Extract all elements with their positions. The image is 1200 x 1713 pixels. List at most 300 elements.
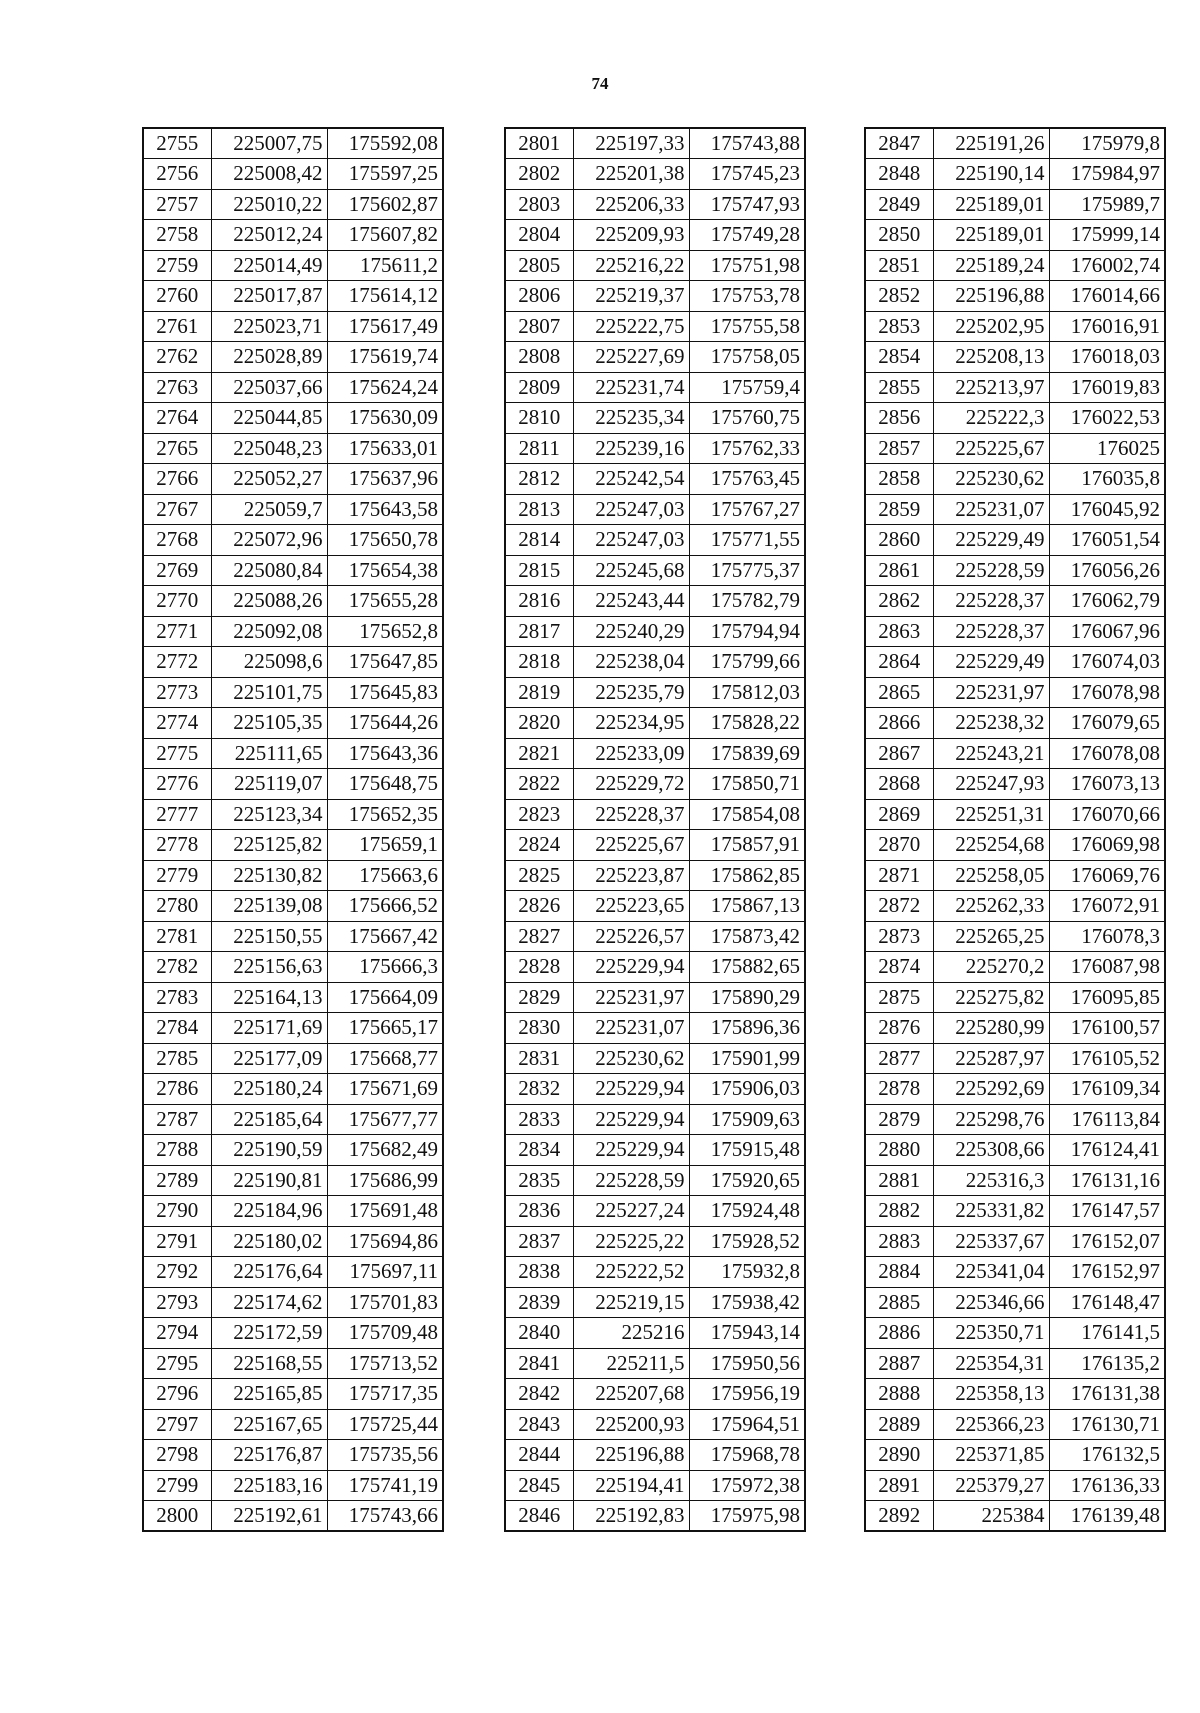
table-row	[865, 1257, 1165, 1288]
x-coordinate-cell: 225028,89	[211, 342, 327, 373]
y-coordinate-cell: 175753,78	[689, 281, 805, 312]
table-row	[865, 860, 1165, 891]
point-number-cell: 2765	[143, 433, 211, 464]
table-row	[865, 342, 1165, 373]
y-coordinate-cell: 175760,75	[689, 403, 805, 434]
table-row	[143, 1348, 443, 1379]
table-row	[865, 525, 1165, 556]
table-row	[865, 1348, 1165, 1379]
table-row	[143, 372, 443, 403]
point-number-cell: 2830	[505, 1013, 573, 1044]
table-row	[505, 1409, 805, 1440]
x-coordinate-cell: 225206,33	[573, 189, 689, 220]
y-coordinate-cell: 175873,42	[689, 921, 805, 952]
x-coordinate-cell: 225207,68	[573, 1379, 689, 1410]
y-coordinate-cell: 175701,83	[327, 1287, 443, 1318]
table-row	[865, 1287, 1165, 1318]
y-coordinate-cell: 175749,28	[689, 220, 805, 251]
point-number-cell: 2887	[865, 1348, 933, 1379]
y-coordinate-cell: 176135,2	[1049, 1348, 1165, 1379]
point-number-cell: 2881	[865, 1165, 933, 1196]
x-coordinate-cell: 225048,23	[211, 433, 327, 464]
point-number-cell: 2776	[143, 769, 211, 800]
point-number-cell: 2771	[143, 616, 211, 647]
x-coordinate-cell: 225189,24	[933, 250, 1049, 281]
y-coordinate-cell: 176056,26	[1049, 555, 1165, 586]
y-coordinate-cell: 175644,26	[327, 708, 443, 739]
x-coordinate-cell: 225240,29	[573, 616, 689, 647]
x-coordinate-cell: 225247,93	[933, 769, 1049, 800]
table-row	[505, 311, 805, 342]
table-row	[143, 1318, 443, 1349]
point-number-cell: 2825	[505, 860, 573, 891]
y-coordinate-cell: 175850,71	[689, 769, 805, 800]
point-number-cell: 2816	[505, 586, 573, 617]
table-row	[505, 1074, 805, 1105]
y-coordinate-cell: 176100,57	[1049, 1013, 1165, 1044]
point-number-cell: 2870	[865, 830, 933, 861]
point-number-cell: 2786	[143, 1074, 211, 1105]
x-coordinate-cell: 225358,13	[933, 1379, 1049, 1410]
table-row	[143, 677, 443, 708]
point-number-cell: 2807	[505, 311, 573, 342]
y-coordinate-cell: 176152,07	[1049, 1226, 1165, 1257]
y-coordinate-cell: 175597,25	[327, 159, 443, 190]
point-number-cell: 2779	[143, 860, 211, 891]
y-coordinate-cell: 175668,77	[327, 1043, 443, 1074]
table-row	[143, 494, 443, 525]
x-coordinate-cell: 225229,94	[573, 952, 689, 983]
x-coordinate-cell: 225350,71	[933, 1318, 1049, 1349]
y-coordinate-cell: 176067,96	[1049, 616, 1165, 647]
y-coordinate-cell: 176078,98	[1049, 677, 1165, 708]
y-coordinate-cell: 175735,56	[327, 1440, 443, 1471]
y-coordinate-cell: 175592,08	[327, 128, 443, 159]
point-number-cell: 2890	[865, 1440, 933, 1471]
table-row	[865, 647, 1165, 678]
point-number-cell: 2859	[865, 494, 933, 525]
x-coordinate-cell: 225228,37	[933, 586, 1049, 617]
x-coordinate-cell: 225298,76	[933, 1104, 1049, 1135]
y-coordinate-cell: 175854,08	[689, 799, 805, 830]
table-row	[143, 281, 443, 312]
point-number-cell: 2876	[865, 1013, 933, 1044]
table-row	[505, 1501, 805, 1532]
x-coordinate-cell: 225247,03	[573, 494, 689, 525]
y-coordinate-cell: 175694,86	[327, 1226, 443, 1257]
y-coordinate-cell: 175611,2	[327, 250, 443, 281]
table-row	[143, 189, 443, 220]
x-coordinate-cell: 225231,97	[573, 982, 689, 1013]
point-number-cell: 2803	[505, 189, 573, 220]
table-row	[143, 555, 443, 586]
point-number-cell: 2845	[505, 1470, 573, 1501]
point-number-cell: 2860	[865, 525, 933, 556]
x-coordinate-cell: 225227,69	[573, 342, 689, 373]
y-coordinate-cell: 176072,91	[1049, 891, 1165, 922]
table-row	[505, 1379, 805, 1410]
table-row	[143, 860, 443, 891]
point-number-cell: 2844	[505, 1440, 573, 1471]
table-row	[143, 1135, 443, 1166]
y-coordinate-cell: 176148,47	[1049, 1287, 1165, 1318]
y-coordinate-cell: 175928,52	[689, 1226, 805, 1257]
point-number-cell: 2839	[505, 1287, 573, 1318]
point-number-cell: 2846	[505, 1501, 573, 1532]
x-coordinate-cell: 225219,15	[573, 1287, 689, 1318]
table-row	[143, 1257, 443, 1288]
x-coordinate-cell: 225190,81	[211, 1165, 327, 1196]
point-number-cell: 2815	[505, 555, 573, 586]
x-coordinate-cell: 225239,16	[573, 433, 689, 464]
table-row	[143, 982, 443, 1013]
table-row	[865, 677, 1165, 708]
y-coordinate-cell: 175857,91	[689, 830, 805, 861]
table-row	[865, 738, 1165, 769]
y-coordinate-cell: 175794,94	[689, 616, 805, 647]
x-coordinate-cell: 225044,85	[211, 403, 327, 434]
table-row	[865, 403, 1165, 434]
y-coordinate-cell: 175767,27	[689, 494, 805, 525]
point-number-cell: 2847	[865, 128, 933, 159]
point-number-cell: 2798	[143, 1440, 211, 1471]
y-coordinate-cell: 176132,5	[1049, 1440, 1165, 1471]
y-coordinate-cell: 175896,36	[689, 1013, 805, 1044]
table-row	[505, 1287, 805, 1318]
y-coordinate-cell: 176019,83	[1049, 372, 1165, 403]
x-coordinate-cell: 225231,07	[573, 1013, 689, 1044]
y-coordinate-cell: 176069,76	[1049, 860, 1165, 891]
y-coordinate-cell: 175890,29	[689, 982, 805, 1013]
point-number-cell: 2882	[865, 1196, 933, 1227]
x-coordinate-cell: 225192,83	[573, 1501, 689, 1532]
y-coordinate-cell: 175799,66	[689, 647, 805, 678]
table-row	[865, 830, 1165, 861]
table-row	[865, 1104, 1165, 1135]
y-coordinate-cell: 175663,6	[327, 860, 443, 891]
y-coordinate-cell: 176087,98	[1049, 952, 1165, 983]
x-coordinate-cell: 225185,64	[211, 1104, 327, 1135]
x-coordinate-cell: 225052,27	[211, 464, 327, 495]
x-coordinate-cell: 225235,79	[573, 677, 689, 708]
x-coordinate-cell: 225243,21	[933, 738, 1049, 769]
table-row	[865, 128, 1165, 159]
y-coordinate-cell: 176109,34	[1049, 1074, 1165, 1105]
point-number-cell: 2811	[505, 433, 573, 464]
table-row	[143, 433, 443, 464]
x-coordinate-cell: 225238,04	[573, 647, 689, 678]
x-coordinate-cell: 225213,97	[933, 372, 1049, 403]
x-coordinate-cell: 225007,75	[211, 128, 327, 159]
point-number-cell: 2767	[143, 494, 211, 525]
table-row	[505, 616, 805, 647]
y-coordinate-cell: 175645,83	[327, 677, 443, 708]
x-coordinate-cell: 225156,63	[211, 952, 327, 983]
table-row	[505, 1165, 805, 1196]
y-coordinate-cell: 175643,36	[327, 738, 443, 769]
x-coordinate-cell: 225228,59	[933, 555, 1049, 586]
x-coordinate-cell: 225238,32	[933, 708, 1049, 739]
table-row	[143, 891, 443, 922]
point-number-cell: 2831	[505, 1043, 573, 1074]
x-coordinate-cell: 225223,87	[573, 860, 689, 891]
point-number-cell: 2824	[505, 830, 573, 861]
point-number-cell: 2872	[865, 891, 933, 922]
x-coordinate-cell: 225229,49	[933, 525, 1049, 556]
table-row	[865, 372, 1165, 403]
y-coordinate-cell: 176147,57	[1049, 1196, 1165, 1227]
table-row	[505, 647, 805, 678]
y-coordinate-cell: 175812,03	[689, 677, 805, 708]
table-row	[505, 250, 805, 281]
y-coordinate-cell: 175972,38	[689, 1470, 805, 1501]
x-coordinate-cell: 225196,88	[933, 281, 1049, 312]
x-coordinate-cell: 225384	[933, 1501, 1049, 1532]
x-coordinate-cell: 225014,49	[211, 250, 327, 281]
point-number-cell: 2785	[143, 1043, 211, 1074]
table-row	[143, 403, 443, 434]
point-number-cell: 2835	[505, 1165, 573, 1196]
point-number-cell: 2788	[143, 1135, 211, 1166]
x-coordinate-cell: 225189,01	[933, 189, 1049, 220]
point-number-cell: 2762	[143, 342, 211, 373]
point-number-cell: 2891	[865, 1470, 933, 1501]
table-row	[143, 952, 443, 983]
x-coordinate-cell: 225354,31	[933, 1348, 1049, 1379]
point-number-cell: 2856	[865, 403, 933, 434]
table-row	[505, 220, 805, 251]
table-row	[143, 1470, 443, 1501]
table-row	[505, 1348, 805, 1379]
table-row	[505, 342, 805, 373]
y-coordinate-cell: 175862,85	[689, 860, 805, 891]
point-number-cell: 2810	[505, 403, 573, 434]
table-row	[143, 1226, 443, 1257]
y-coordinate-cell: 175664,09	[327, 982, 443, 1013]
x-coordinate-cell: 225341,04	[933, 1257, 1049, 1288]
table-row	[865, 159, 1165, 190]
table-row	[505, 433, 805, 464]
x-coordinate-cell: 225194,41	[573, 1470, 689, 1501]
x-coordinate-cell: 225171,69	[211, 1013, 327, 1044]
x-coordinate-cell: 225228,37	[933, 616, 1049, 647]
point-number-cell: 2766	[143, 464, 211, 495]
y-coordinate-cell: 176069,98	[1049, 830, 1165, 861]
point-number-cell: 2796	[143, 1379, 211, 1410]
x-coordinate-cell: 225225,22	[573, 1226, 689, 1257]
table-row	[143, 250, 443, 281]
y-coordinate-cell: 176022,53	[1049, 403, 1165, 434]
y-coordinate-cell: 175743,88	[689, 128, 805, 159]
table-row	[143, 1043, 443, 1074]
y-coordinate-cell: 175643,58	[327, 494, 443, 525]
y-coordinate-cell: 176016,91	[1049, 311, 1165, 342]
table-row	[505, 1440, 805, 1471]
y-coordinate-cell: 175867,13	[689, 891, 805, 922]
x-coordinate-cell: 225165,85	[211, 1379, 327, 1410]
y-coordinate-cell: 175691,48	[327, 1196, 443, 1227]
point-number-cell: 2861	[865, 555, 933, 586]
x-coordinate-cell: 225216	[573, 1318, 689, 1349]
point-number-cell: 2790	[143, 1196, 211, 1227]
table-row	[505, 677, 805, 708]
y-coordinate-cell: 176078,3	[1049, 921, 1165, 952]
point-number-cell: 2863	[865, 616, 933, 647]
point-number-cell: 2805	[505, 250, 573, 281]
table-row	[143, 159, 443, 190]
x-coordinate-cell: 225346,66	[933, 1287, 1049, 1318]
point-number-cell: 2865	[865, 677, 933, 708]
table-row	[865, 1013, 1165, 1044]
point-number-cell: 2795	[143, 1348, 211, 1379]
y-coordinate-cell: 176095,85	[1049, 982, 1165, 1013]
x-coordinate-cell: 225235,34	[573, 403, 689, 434]
y-coordinate-cell: 175775,37	[689, 555, 805, 586]
y-coordinate-cell: 175654,38	[327, 555, 443, 586]
x-coordinate-cell: 225072,96	[211, 525, 327, 556]
y-coordinate-cell: 175743,66	[327, 1501, 443, 1532]
table-row	[143, 128, 443, 159]
y-coordinate-cell: 175979,8	[1049, 128, 1165, 159]
x-coordinate-cell: 225164,13	[211, 982, 327, 1013]
point-number-cell: 2813	[505, 494, 573, 525]
point-number-cell: 2840	[505, 1318, 573, 1349]
point-number-cell: 2797	[143, 1409, 211, 1440]
point-number-cell: 2770	[143, 586, 211, 617]
y-coordinate-cell: 176130,71	[1049, 1409, 1165, 1440]
table-row	[505, 1196, 805, 1227]
x-coordinate-cell: 225208,13	[933, 342, 1049, 373]
table-row	[505, 494, 805, 525]
point-number-cell: 2884	[865, 1257, 933, 1288]
table-row	[865, 1196, 1165, 1227]
x-coordinate-cell: 225229,94	[573, 1135, 689, 1166]
y-coordinate-cell: 176002,74	[1049, 250, 1165, 281]
table-row	[865, 311, 1165, 342]
table-row	[865, 891, 1165, 922]
table-row	[505, 860, 805, 891]
point-number-cell: 2787	[143, 1104, 211, 1135]
y-coordinate-cell: 176105,52	[1049, 1043, 1165, 1074]
table-row	[505, 1135, 805, 1166]
table-row	[865, 616, 1165, 647]
point-number-cell: 2800	[143, 1501, 211, 1532]
x-coordinate-cell: 225219,37	[573, 281, 689, 312]
table-row	[865, 1165, 1165, 1196]
point-number-cell: 2877	[865, 1043, 933, 1074]
x-coordinate-cell: 225125,82	[211, 830, 327, 861]
y-coordinate-cell: 175713,52	[327, 1348, 443, 1379]
point-number-cell: 2793	[143, 1287, 211, 1318]
x-coordinate-cell: 225180,02	[211, 1226, 327, 1257]
y-coordinate-cell: 175759,4	[689, 372, 805, 403]
x-coordinate-cell: 225196,88	[573, 1440, 689, 1471]
y-coordinate-cell: 176035,8	[1049, 464, 1165, 495]
y-coordinate-cell: 175671,69	[327, 1074, 443, 1105]
point-number-cell: 2853	[865, 311, 933, 342]
point-number-cell: 2806	[505, 281, 573, 312]
table-row	[865, 982, 1165, 1013]
y-coordinate-cell: 176152,97	[1049, 1257, 1165, 1288]
y-coordinate-cell: 175839,69	[689, 738, 805, 769]
x-coordinate-cell: 225202,95	[933, 311, 1049, 342]
y-coordinate-cell: 175741,19	[327, 1470, 443, 1501]
point-number-cell: 2848	[865, 159, 933, 190]
x-coordinate-cell: 225270,2	[933, 952, 1049, 983]
y-coordinate-cell: 176079,65	[1049, 708, 1165, 739]
y-coordinate-cell: 175725,44	[327, 1409, 443, 1440]
point-number-cell: 2763	[143, 372, 211, 403]
y-coordinate-cell: 175602,87	[327, 189, 443, 220]
table-row	[865, 708, 1165, 739]
point-number-cell: 2820	[505, 708, 573, 739]
point-number-cell: 2758	[143, 220, 211, 251]
x-coordinate-cell: 225222,75	[573, 311, 689, 342]
x-coordinate-cell: 225225,67	[573, 830, 689, 861]
table-row	[143, 1440, 443, 1471]
table-row	[505, 281, 805, 312]
x-coordinate-cell: 225275,82	[933, 982, 1049, 1013]
table-row	[143, 342, 443, 373]
y-coordinate-cell: 175943,14	[689, 1318, 805, 1349]
point-number-cell: 2855	[865, 372, 933, 403]
point-number-cell: 2775	[143, 738, 211, 769]
table-row	[143, 586, 443, 617]
y-coordinate-cell: 175709,48	[327, 1318, 443, 1349]
x-coordinate-cell: 225098,6	[211, 647, 327, 678]
x-coordinate-cell: 225227,24	[573, 1196, 689, 1227]
point-number-cell: 2764	[143, 403, 211, 434]
y-coordinate-cell: 175755,58	[689, 311, 805, 342]
x-coordinate-cell: 225228,59	[573, 1165, 689, 1196]
point-number-cell: 2879	[865, 1104, 933, 1135]
table-row	[143, 708, 443, 739]
point-number-cell: 2834	[505, 1135, 573, 1166]
x-coordinate-cell: 225080,84	[211, 555, 327, 586]
table-row	[505, 952, 805, 983]
point-number-cell: 2841	[505, 1348, 573, 1379]
x-coordinate-cell: 225258,05	[933, 860, 1049, 891]
x-coordinate-cell: 225229,72	[573, 769, 689, 800]
x-coordinate-cell: 225023,71	[211, 311, 327, 342]
x-coordinate-cell: 225010,22	[211, 189, 327, 220]
x-coordinate-cell: 225222,3	[933, 403, 1049, 434]
table-row	[143, 1501, 443, 1532]
y-coordinate-cell: 175782,79	[689, 586, 805, 617]
table-row	[143, 738, 443, 769]
y-coordinate-cell: 175901,99	[689, 1043, 805, 1074]
point-number-cell: 2849	[865, 189, 933, 220]
table-row	[865, 1135, 1165, 1166]
y-coordinate-cell: 176045,92	[1049, 494, 1165, 525]
x-coordinate-cell: 225059,7	[211, 494, 327, 525]
point-number-cell: 2868	[865, 769, 933, 800]
table-row	[143, 1196, 443, 1227]
table-row	[505, 1257, 805, 1288]
x-coordinate-cell: 225331,82	[933, 1196, 1049, 1227]
y-coordinate-cell: 176014,66	[1049, 281, 1165, 312]
x-coordinate-cell: 225262,33	[933, 891, 1049, 922]
x-coordinate-cell: 225012,24	[211, 220, 327, 251]
y-coordinate-cell: 176074,03	[1049, 647, 1165, 678]
x-coordinate-cell: 225234,95	[573, 708, 689, 739]
x-coordinate-cell: 225092,08	[211, 616, 327, 647]
x-coordinate-cell: 225337,67	[933, 1226, 1049, 1257]
table-row	[505, 586, 805, 617]
x-coordinate-cell: 225101,75	[211, 677, 327, 708]
point-number-cell: 2833	[505, 1104, 573, 1135]
table-row	[505, 830, 805, 861]
